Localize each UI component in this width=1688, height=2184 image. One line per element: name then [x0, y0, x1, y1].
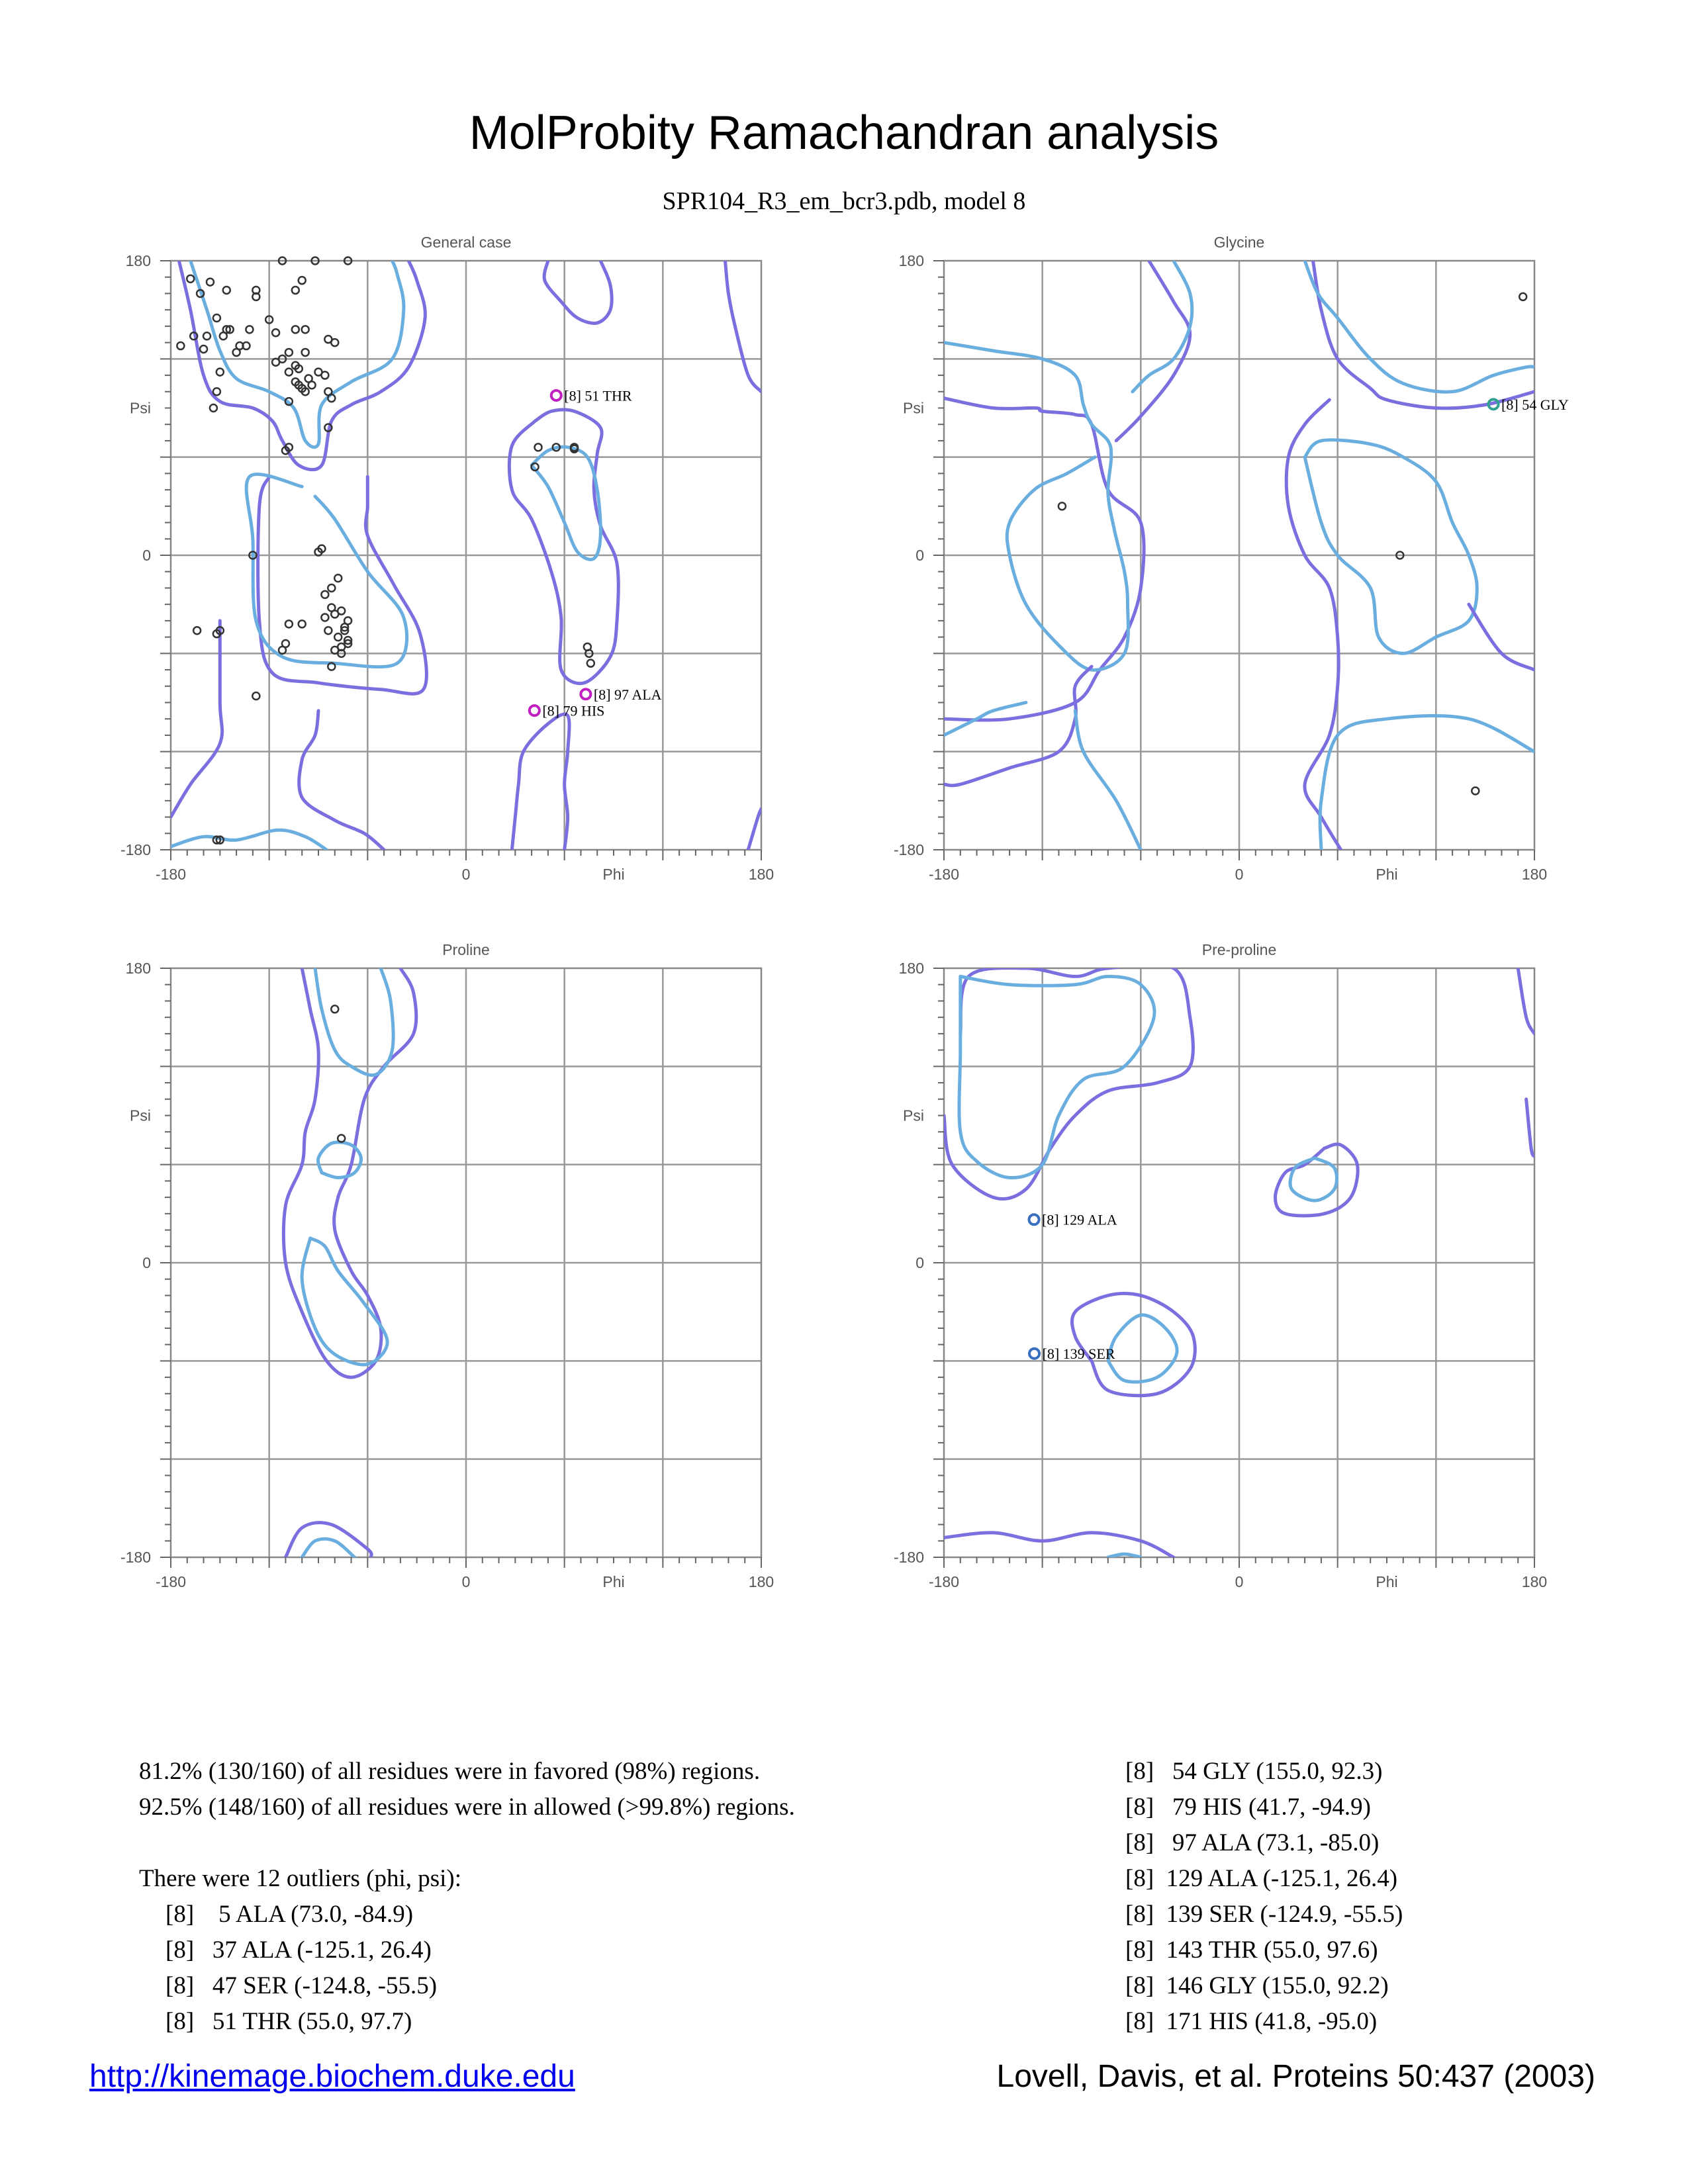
residue-point	[324, 627, 332, 634]
residue-point	[308, 381, 316, 388]
residue-point	[328, 604, 335, 612]
x-tick-label: 0	[461, 866, 471, 883]
summary-stats	[139, 1754, 795, 2040]
outlier-entry: [8] 143 THR (55.0, 97.6)	[1125, 1936, 1378, 1964]
residue-point	[246, 326, 253, 333]
favored-contour	[1075, 711, 1141, 850]
outlier-entry: [8] 47 SER (-124.8, -55.5)	[165, 1972, 438, 1999]
residue-point	[328, 584, 335, 592]
panel-title: Glycine	[1213, 234, 1265, 251]
outlier-entry: [8] 129 ALA (-125.1, 26.4)	[1125, 1865, 1398, 1892]
y-tick-label: -180	[893, 1549, 924, 1566]
residue-point	[233, 349, 240, 356]
outlier-entry: [8] 146 GLY (155.0, 92.2)	[1125, 1972, 1389, 1999]
residue-point	[334, 633, 342, 641]
residue-point	[321, 591, 328, 598]
allowed-contour	[171, 621, 222, 817]
y-tick-label: 180	[125, 252, 151, 269]
y-tick-label: 180	[898, 252, 924, 269]
x-tick-label: 180	[748, 866, 774, 883]
y-tick-label: -180	[120, 1549, 151, 1566]
ramachandran-panel-1	[894, 234, 1569, 883]
outlier-point	[530, 705, 539, 715]
y-tick-label: 0	[142, 1254, 151, 1271]
outlier-label: [8] 97 ALA	[593, 686, 662, 703]
page-title: MolProbity Ramachandran analysis	[469, 107, 1219, 159]
x-tick-label: 180	[748, 1573, 774, 1590]
residue-point	[210, 404, 217, 412]
residue-point	[272, 329, 279, 336]
residue-point	[187, 275, 194, 283]
x-axis-label: Phi	[1376, 866, 1398, 883]
allowed-contour	[1526, 1099, 1534, 1157]
x-tick-label: -180	[155, 1573, 187, 1590]
residue-point	[213, 388, 220, 395]
y-tick-label: -180	[893, 841, 924, 858]
y-tick-label: 0	[915, 547, 924, 564]
outlier-label: [8] 139 SER	[1042, 1345, 1115, 1363]
favored-contour	[315, 968, 393, 1075]
residue-point	[299, 620, 306, 627]
allowed-contour	[1286, 400, 1340, 850]
residue-point	[285, 369, 293, 376]
favored-summary: 81.2% (130/160) of all residues were in favored (98%) regions.	[139, 1758, 761, 1785]
outlier-point	[1029, 1214, 1039, 1224]
residue-point	[321, 372, 328, 379]
favored-contour	[959, 976, 1154, 1177]
y-tick-label: 180	[125, 960, 151, 977]
allowed-contour	[944, 398, 1144, 720]
x-tick-label: 0	[1235, 866, 1244, 883]
outlier-header: There were 12 outliers (phi, psi):	[139, 1865, 462, 1892]
allowed-summary: 92.5% (148/160) of all residues were in allowed (>99.8%) regions.	[139, 1794, 795, 1821]
residue-point	[587, 660, 594, 667]
y-tick-label: 180	[898, 960, 924, 977]
y-axis-label: Psi	[130, 1107, 151, 1124]
outlier-entry: [8] 139 SER (-124.9, -55.5)	[1125, 1901, 1403, 1928]
y-axis-label: Psi	[903, 1107, 924, 1124]
allowed-contour	[512, 714, 569, 850]
residue-point	[292, 287, 299, 294]
allowed-contour	[299, 711, 384, 850]
residue-point	[203, 332, 211, 340]
y-tick-label: 0	[142, 547, 151, 564]
outlier-list-right	[1125, 1754, 1403, 2040]
outlier-point	[1029, 1349, 1039, 1359]
residue-point	[299, 277, 306, 284]
outlier-entry: [8] 51 THR (55.0, 97.7)	[165, 2008, 412, 2035]
residue-point	[177, 342, 184, 349]
x-tick-label: 0	[1235, 1573, 1244, 1590]
y-tick-label: -180	[120, 841, 151, 858]
allowed-contour	[283, 968, 416, 1377]
residue-point	[220, 332, 227, 340]
x-axis-label: Phi	[1376, 1573, 1398, 1590]
residue-point	[331, 339, 338, 346]
outlier-label: [8] 51 THR	[564, 387, 632, 404]
residue-point	[331, 1005, 338, 1013]
allowed-contour	[944, 1533, 1174, 1557]
x-axis-label: Phi	[602, 866, 625, 883]
x-tick-label: -180	[928, 866, 960, 883]
favored-contour	[171, 830, 326, 850]
citation: Lovell, Davis, et al. Proteins 50:437 (2003)	[996, 2059, 1595, 2094]
favored-contour	[1305, 440, 1477, 654]
outlier-point	[581, 689, 590, 699]
outlier-label: [8] 79 HIS	[542, 702, 605, 719]
favored-contour	[1320, 715, 1534, 850]
allowed-contour	[544, 261, 612, 323]
y-axis-label: Psi	[903, 399, 924, 417]
allowed-contour	[1469, 604, 1534, 670]
residue-point	[285, 349, 293, 356]
panel-title: General case	[420, 234, 512, 251]
residue-point	[321, 614, 328, 621]
favored-contour	[944, 343, 1128, 670]
y-tick-label: 0	[915, 1254, 924, 1271]
outlier-point	[551, 390, 561, 400]
ramachandran-panel-2	[120, 941, 774, 1590]
residue-point	[344, 617, 352, 624]
residue-point	[334, 574, 342, 582]
panel-title: Pre-proline	[1201, 941, 1277, 958]
residue-point	[252, 692, 259, 700]
ramachandran-panel-0	[120, 234, 774, 883]
residue-point	[213, 314, 220, 322]
favored-contour	[1108, 1315, 1177, 1382]
residue-point	[338, 608, 345, 615]
x-tick-label: 180	[1521, 1573, 1548, 1590]
residue-point	[1058, 502, 1066, 510]
residue-point	[285, 620, 293, 627]
allowed-contour	[726, 261, 762, 392]
residue-point	[207, 279, 214, 286]
y-axis-label: Psi	[130, 399, 151, 417]
residue-point	[1472, 788, 1479, 795]
favored-contour	[1305, 261, 1534, 392]
residue-point	[200, 345, 207, 353]
allowed-contour	[1518, 968, 1534, 1034]
outlier-entry: [8] 54 GLY (155.0, 92.3)	[1125, 1758, 1383, 1785]
panel-title: Proline	[442, 941, 490, 958]
residue-point	[535, 443, 542, 451]
x-tick-label: 0	[461, 1573, 471, 1590]
favored-contour	[302, 1539, 354, 1557]
outlier-entry: [8] 5 ALA (73.0, -84.9)	[165, 1901, 414, 1928]
outlier-entry: [8] 97 ALA (73.1, -85.0)	[1125, 1829, 1380, 1856]
allowed-contour	[1313, 261, 1535, 408]
residue-point	[302, 349, 309, 356]
favored-contour	[318, 1142, 361, 1178]
outlier-label: [8] 129 ALA	[1042, 1211, 1117, 1228]
favored-contour	[246, 475, 406, 667]
outlier-entry: [8] 171 HIS (41.8, -95.0)	[1125, 2008, 1378, 2035]
x-tick-label: -180	[155, 866, 187, 883]
residue-point	[292, 326, 299, 333]
allowed-contour	[748, 809, 761, 850]
residue-point	[216, 369, 224, 376]
residue-point	[223, 287, 230, 294]
outlier-label: [8] 54 GLY	[1501, 396, 1569, 413]
x-tick-label: 180	[1521, 866, 1548, 883]
x-tick-label: -180	[928, 1573, 960, 1590]
x-axis-label: Phi	[602, 1573, 625, 1590]
residue-point	[1519, 293, 1526, 300]
allowed-contour	[1276, 1144, 1358, 1216]
page-subtitle: SPR104_R3_em_bcr3.pdb, model 8	[662, 187, 1026, 215]
residue-point	[193, 627, 201, 634]
outlier-entry: [8] 79 HIS (41.7, -94.9)	[1125, 1794, 1371, 1821]
residue-point	[302, 326, 309, 333]
kinemage-link[interactable]: http://kinemage.biochem.duke.edu	[89, 2059, 575, 2094]
outlier-entry: [8] 37 ALA (-125.1, 26.4)	[165, 1936, 432, 1964]
ramachandran-panel-3	[894, 941, 1547, 1590]
